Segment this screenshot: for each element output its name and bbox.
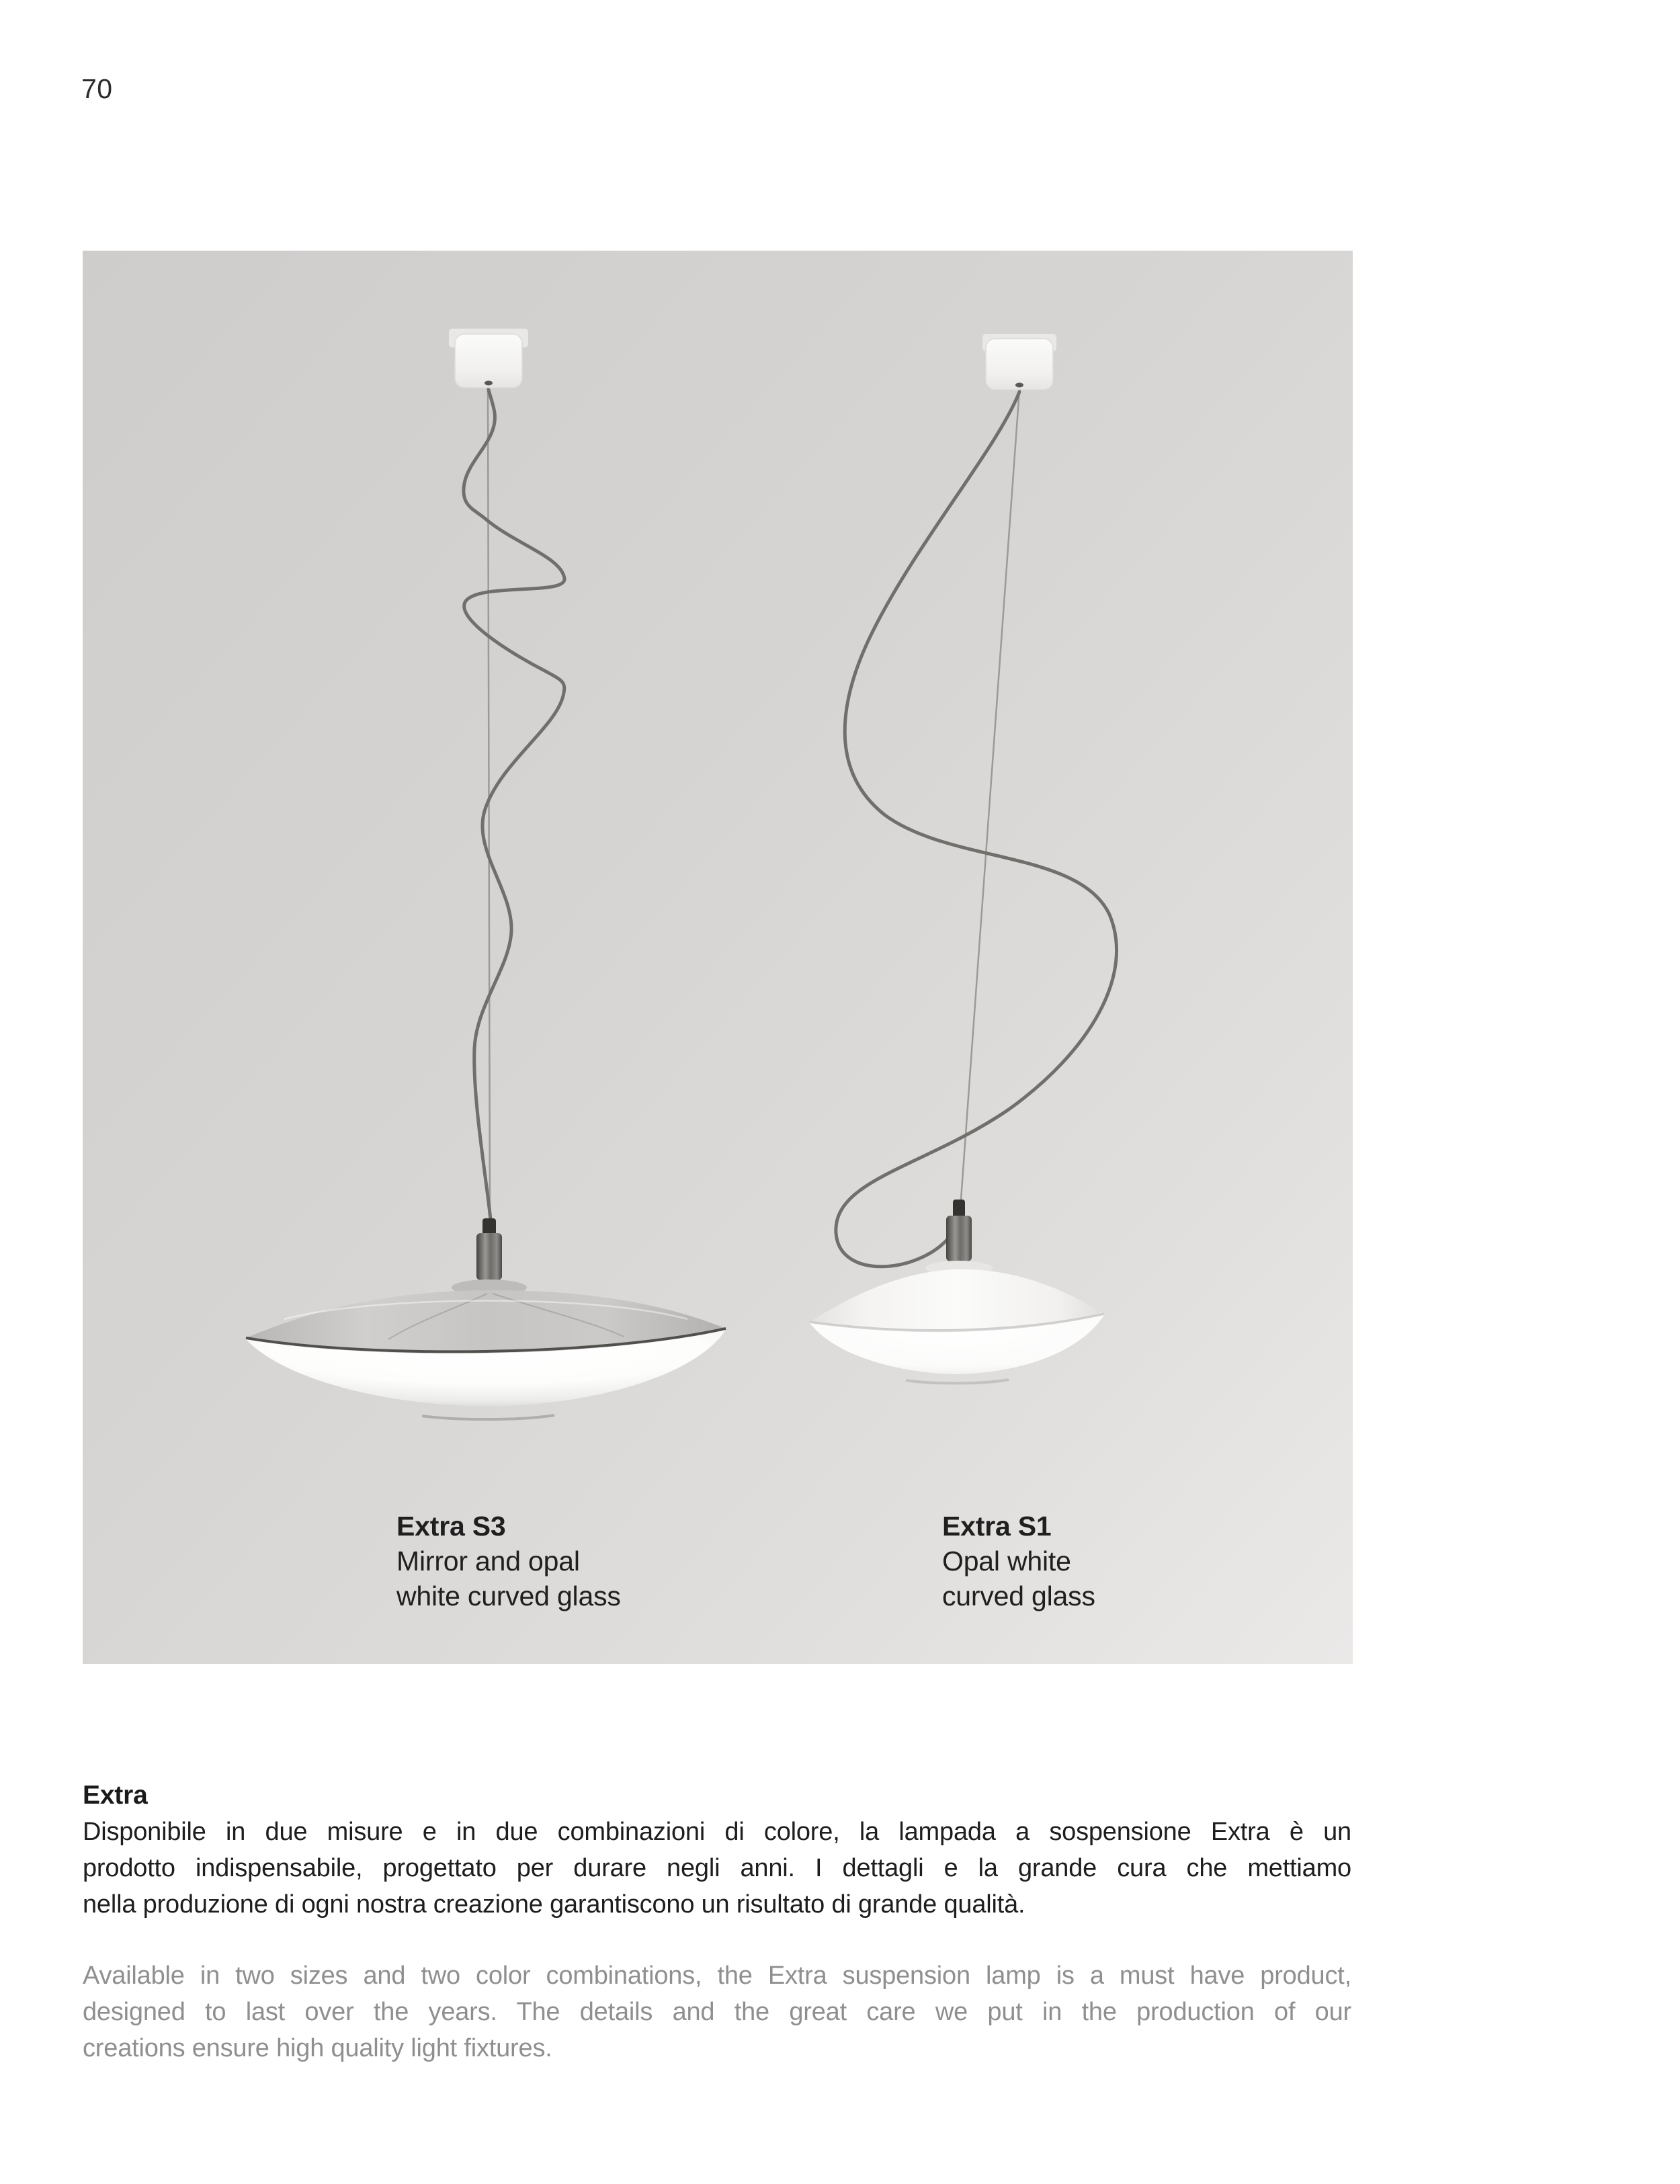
product-description-line: Opal white bbox=[942, 1546, 1071, 1577]
paragraph-line: Available in two sizes and two color combinations, the Extra suspension lamp is a must have product, bbox=[83, 1962, 1351, 1990]
lamp-canopy bbox=[455, 334, 522, 388]
pendant-lamps-illustration bbox=[83, 251, 1353, 1664]
italian-paragraph bbox=[83, 1814, 1351, 1923]
paragraph-line: nella produzione di ogni nostra creazione garantiscono un risultato di grande qualità. bbox=[83, 1890, 1025, 1919]
product-photo bbox=[83, 251, 1353, 1664]
paragraph-line: creations ensure high quality light fixtures. bbox=[83, 2034, 552, 2062]
product-description-line: Mirror and opal bbox=[396, 1546, 580, 1577]
paragraph-line: designed to last over the years. The details and the great care we put in the production of our bbox=[83, 1998, 1351, 2026]
english-paragraph bbox=[83, 1958, 1351, 2066]
product-description-line: white curved glass bbox=[396, 1581, 621, 1611]
product-description-line: curved glass bbox=[942, 1581, 1095, 1611]
lamp-socket bbox=[476, 1233, 502, 1280]
page-number: 70 bbox=[81, 73, 113, 104]
cord-exit bbox=[1015, 383, 1023, 388]
description-section bbox=[83, 1777, 1351, 2066]
cord-exit bbox=[485, 381, 493, 386]
photo-background bbox=[83, 251, 1353, 1664]
paragraph-line: prodotto indispensabile, progettato per durare negli anni. I dettagli e la grande cura che mettiamo bbox=[83, 1854, 1351, 1882]
product-name: Extra S3 bbox=[396, 1511, 506, 1542]
section-heading: Extra bbox=[83, 1781, 148, 1810]
lamp-canopy bbox=[986, 339, 1053, 390]
product-label-extra-s3 bbox=[396, 1509, 621, 1613]
cord-grip bbox=[953, 1200, 965, 1218]
lamp-socket bbox=[946, 1216, 972, 1261]
product-label-extra-s1 bbox=[942, 1509, 1095, 1613]
paragraph-line: Disponibile in due misure e in due combinazioni di colore, la lampada a sospensione Extra è un bbox=[83, 1818, 1351, 1846]
product-name: Extra S1 bbox=[942, 1511, 1052, 1542]
